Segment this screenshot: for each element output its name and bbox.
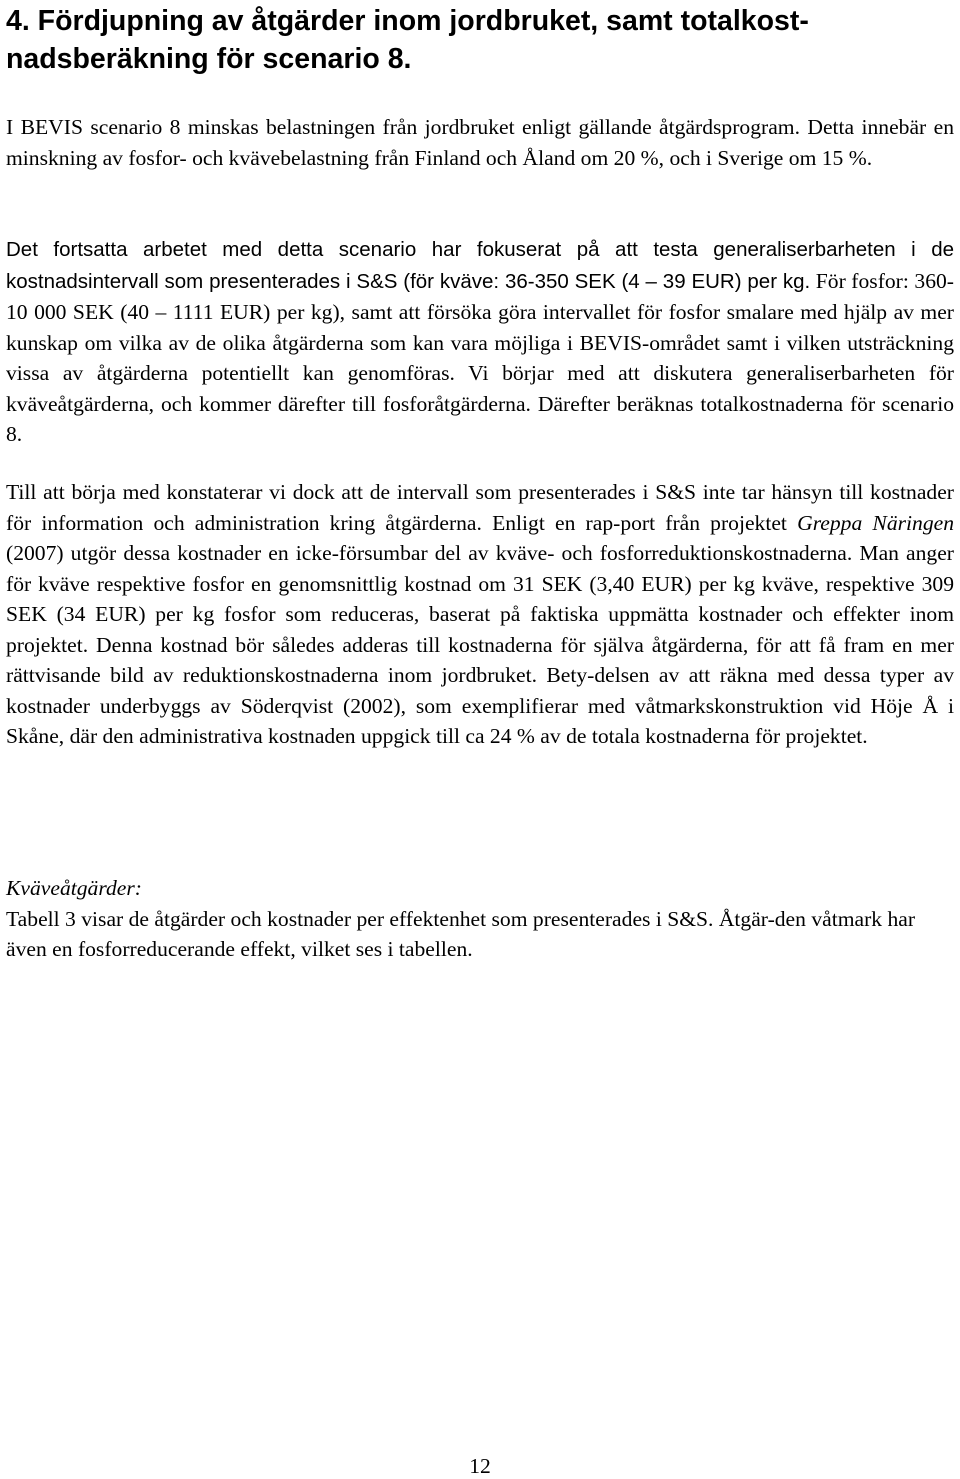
paragraph-cost-intervals-rest: För fosfor: 360-10 000 SEK (40 – 1111 EUR) per kg), samt att försöka göra intervallet för fosfor smalare med hjälp av mer kunskap om vilka av de olika åtgärderna som kan vara möjliga i BEVIS-området samt i vilken utsträckning vissa av åtgärderna potentiellt kan genomföras. Vi börjar med att diskutera generaliserbarheten för kväveåtgärderna, och kommer därefter till fosforåtgärderna. Därefter beräknas totalkostnaderna för scenario 8.: [6, 268, 955, 446]
paragraph-admin-costs: [6, 477, 954, 752]
paragraph-nitrogen-measures: [6, 873, 954, 965]
project-name: Greppa Näringen: [797, 510, 954, 535]
paragraph-cost-intervals-lead: Det fortsatta arbetet med detta scenario har fokuserat på att testa generaliserbarheten i de kostnadsintervall som presenterades i S&S (för kväve: 36-350 SEK (4 – 39 EUR) per kg.: [6, 238, 954, 293]
subheading-nitrogen: Kväveåtgärder:: [6, 876, 142, 900]
paragraph-admin-costs-part1: Till att börja med konstaterar vi dock att de intervall som presenterades i S&S inte tar hänsyn till kostnader för information och administration kring åtgärderna. Enligt en rap-port från projektet: [6, 480, 954, 535]
paragraph-intro: I BEVIS scenario 8 minskas belastningen från jordbruket enligt gällande åtgärdsprogram. Detta innebär en minskning av fosfor- och kvävebelastning från Finland och Åland om 20 %, och i Sverige om 15 %.: [6, 115, 954, 170]
page-number: 12: [469, 1454, 491, 1478]
paragraph-cost-intervals: [6, 234, 954, 450]
paragraph-admin-costs-part2: (2007) utgör dessa kostnader en icke-försumbar del av kväve- och fosforreduktionskostnaderna. Man anger för kväve respektive fosfor en genomsnittlig kostnad om 31 SEK (3,40 EUR) per kg kväve, respektive 309 SEK (34 EUR) per kg fosfor som reduceras, baserat på faktiska uppmätta kostnader och effekter inom projektet. Denna kostnad bör således adderas till kostnaderna för själva åtgärderna, för att få fram en mer rättvisande bild av reduktionskostnaderna inom jordbruket. Bety-delsen av att räkna med dessa typer av kostnader underbyggs av Söderqvist (2002), som exemplifierar med våtmarkskonstruktion vid Höje Å i Skåne, där den administrativa kostnaden uppgick till ca 24 % av de totala kostnaderna för projektet.: [6, 541, 954, 748]
section-heading: 4. Fördjupning av åtgärder inom jordbruket, samt totalkost-nadsberäkning för scenario 8.: [6, 5, 809, 75]
paragraph-table-reference: Tabell 3 visar de åtgärder och kostnader per effektenhet som presenterades i S&S. Åtgär-den våtmark har även en fosforreducerande effekt, vilket ses i tabellen.: [6, 906, 916, 961]
